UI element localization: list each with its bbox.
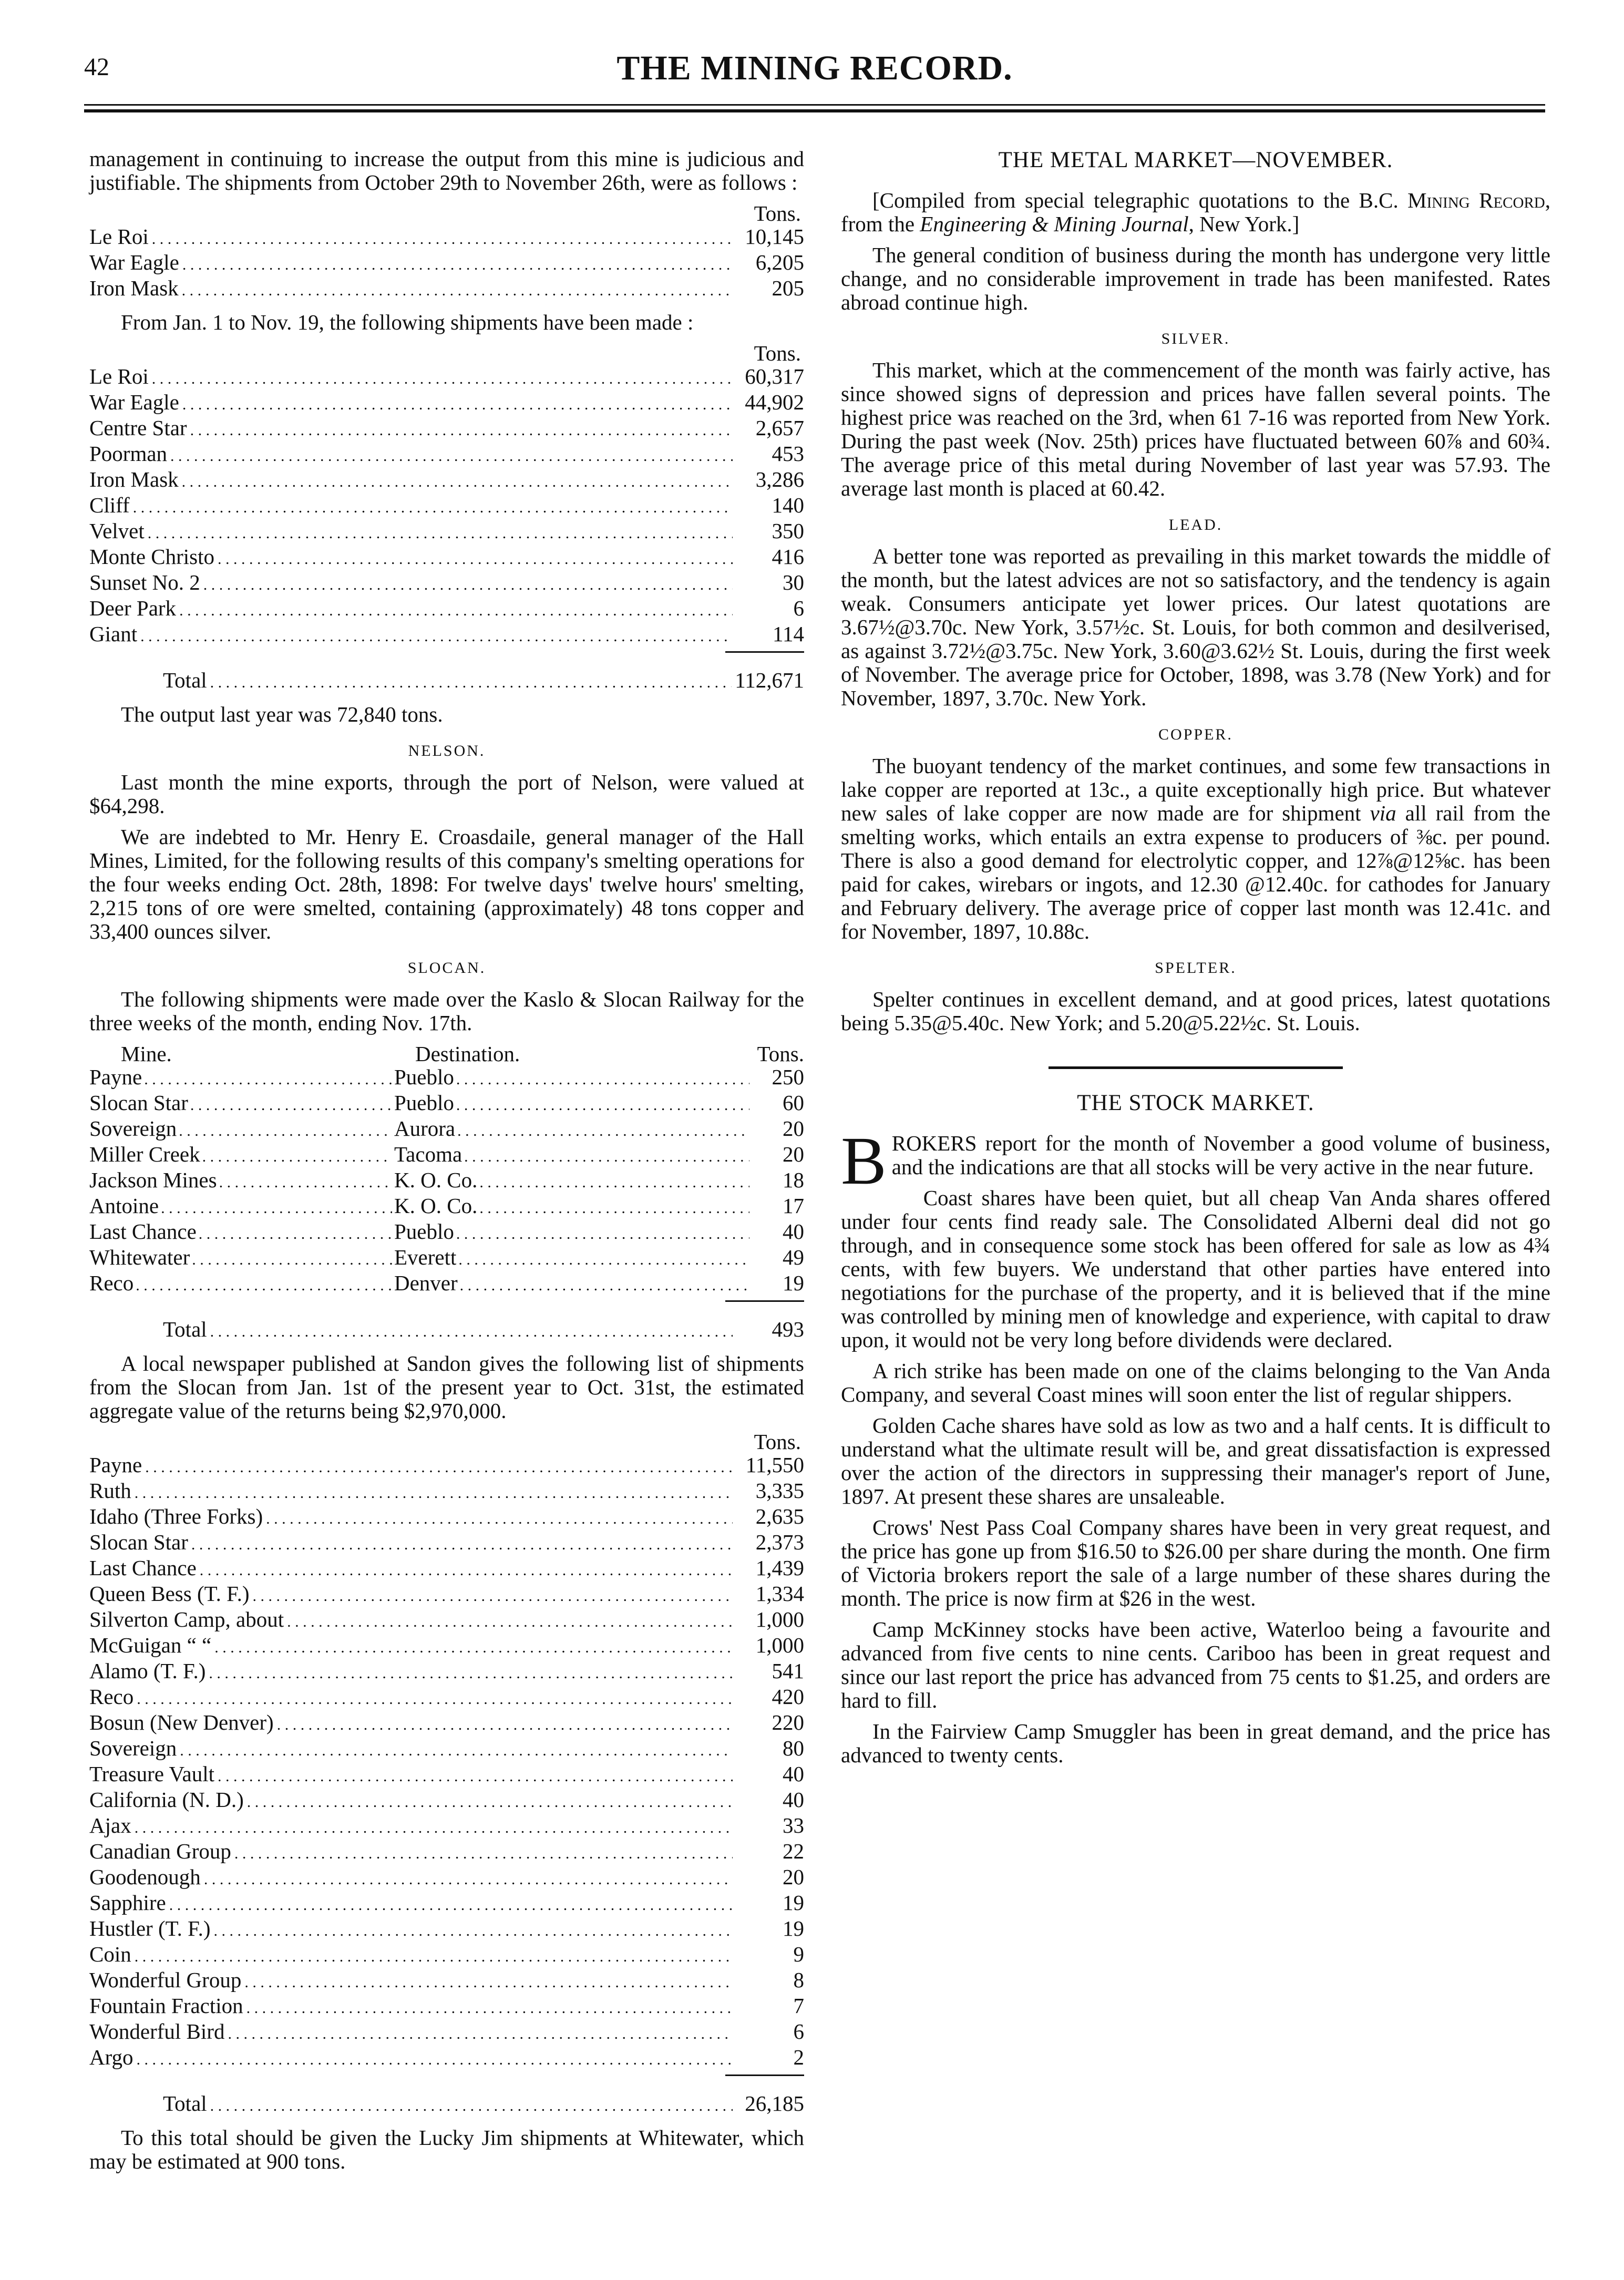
tons-value: 1,000 <box>755 1607 804 1631</box>
mine-name: Ruth <box>89 1478 131 1503</box>
table-row <box>89 1711 804 1737</box>
silver-heading: SILVER. <box>1161 330 1230 347</box>
tons-value: 6,205 <box>755 250 804 274</box>
tons-value: 40 <box>783 1219 804 1244</box>
tons-value: 17 <box>783 1194 804 1218</box>
table-row <box>89 2020 804 2046</box>
table-row <box>89 1968 804 1994</box>
destination: Tacoma <box>394 1143 462 1166</box>
table-row <box>89 1840 804 1865</box>
sandon-total-row <box>89 2092 804 2118</box>
total-label: Total <box>163 2091 207 2115</box>
mine-name: Sovereign <box>89 1117 177 1141</box>
mine-name: Argo <box>89 2045 133 2069</box>
mine-name: Cliff <box>89 493 130 517</box>
copper-heading: COPPER. <box>1158 726 1233 743</box>
mine-name: McGuigan “ “ <box>89 1633 212 1657</box>
stock-paragraph-2: Coast shares have been quiet, but all cheap Van Anda shares offered under four cents find ready sale. The Consolidated Alberni deal did not go through, and in consequence some stock has been offered for sale as low as 4¾ cents, with few buyers. We understand that other parties have entered into negotiations for the purchase of the property, and it is believed that if the mine was controlled by mining men of knowledge and experience, with capital to draw upon, it would not be very long before dividends were declared. <box>841 1186 1550 1352</box>
stock-paragraph-3: A rich strike has been made on one of the claims belonging to the Van Anda Company, and several Coast mines will soon enter the list of regular shippers. <box>841 1359 1550 1406</box>
tons-value: 19 <box>783 1891 804 1915</box>
shipments-oct-nov-table <box>89 202 804 302</box>
tons-value: 20 <box>783 1142 804 1166</box>
tons-value: 350 <box>772 519 804 543</box>
tons-value: 205 <box>772 276 804 300</box>
table-row <box>89 416 804 442</box>
table-row <box>89 1168 804 1194</box>
table-row <box>89 1091 804 1117</box>
page-number: 42 <box>84 53 109 81</box>
unit-header: Tons. <box>754 341 801 365</box>
mine-name: Silverton Camp, about <box>89 1607 284 1631</box>
stock-paragraph-5: Crows' Nest Pass Coal Company shares have been in very great request, and the price has gone up from $16.50 to $26.00 per share during the month. One firm of Victoria brokers report the sale of a large number of these shares during the month. The price is now firm at $26 in the west. <box>841 1515 1550 1610</box>
compiled-note: [Compiled from special telegraphic quotations to the B.C. Mining Record, from the Engineering & Mining Journal, New York.] <box>841 188 1550 236</box>
table-row <box>89 251 804 276</box>
drop-cap: B <box>841 1123 887 1199</box>
destination: Aurora <box>394 1117 456 1141</box>
mine-name: Reco <box>89 1685 134 1709</box>
lead-heading: LEAD. <box>1168 516 1223 533</box>
mine-name: Wonderful Bird <box>89 2019 225 2043</box>
mine-name: Fountain Fraction <box>89 1994 243 2018</box>
silver-paragraph: This market, which at the commencement of the month was fairly active, has since showed signs of depression and prices have fallen several points. The highest price was reached on the 3rd, when 61 7-16 was reported from New York. During the past week (Nov. 25th) prices have fluctuated between 60⅞ and 60¾. The average price of this metal during November of last year was 57.93. The average last month is placed at 60.42. <box>841 358 1550 500</box>
journal-title: THE MINING RECORD. <box>616 49 1013 87</box>
tons-value: 1,000 <box>755 1633 804 1657</box>
table-row <box>89 468 804 494</box>
total-rule <box>725 651 804 653</box>
tons-value: 6 <box>793 596 804 620</box>
slocan-paragraph: The following shipments were made over the Kaslo & Slocan Railway for the three weeks of the month, ending Nov. 17th. <box>89 987 804 1035</box>
table-row <box>89 1117 804 1143</box>
stock-paragraph-7: In the Fairview Camp Smuggler has been in great demand, and the price has advanced to twenty cents. <box>841 1719 1550 1767</box>
mine-name: Reco <box>89 1271 134 1295</box>
total-value: 493 <box>772 1317 804 1341</box>
mine-name: Monte Christo <box>89 545 215 569</box>
tons-value: 3,286 <box>755 467 804 491</box>
total-value: 112,671 <box>735 668 804 692</box>
total-row <box>89 669 804 694</box>
tons-value: 416 <box>772 545 804 569</box>
table-row <box>89 442 804 468</box>
tons-value: 220 <box>772 1710 804 1734</box>
total-label: Total <box>163 668 207 692</box>
tons-value: 250 <box>772 1065 804 1089</box>
table-row <box>89 276 804 302</box>
table-row <box>89 1737 804 1762</box>
mine-name: Iron Mask <box>89 467 179 491</box>
stock-market-title: THE STOCK MARKET. <box>1077 1091 1314 1115</box>
slocan-total-row <box>89 1318 804 1343</box>
unit-header: Tons. <box>754 1430 801 1454</box>
mine-name: Sapphire <box>89 1891 166 1915</box>
tons-value: 2,635 <box>755 1504 804 1528</box>
mine-name: Sunset No. 2 <box>89 570 200 594</box>
spelter-heading: SPELTER. <box>1155 959 1237 977</box>
intro-paragraph: management in continuing to increase the output from this mine is judicious and justifiable. The shipments from October 29th to November 26th, were as follows : <box>89 147 804 194</box>
tons-value: 6 <box>793 2019 804 2043</box>
destination: Pueblo <box>394 1091 454 1115</box>
mine-name: Slocan Star <box>89 1091 188 1115</box>
tons-value: 22 <box>783 1839 804 1863</box>
mine-name: Le Roi <box>89 364 149 388</box>
mine-name: Jackson Mines <box>89 1168 217 1192</box>
tons-value: 60 <box>783 1091 804 1115</box>
destination: Denver <box>394 1271 458 1295</box>
table-row <box>89 1608 804 1634</box>
table-row <box>89 1453 804 1479</box>
stock-paragraph-1: BROKERS report for the month of November a good volume of business, and the indications are that all stocks will be very active in the near future. <box>841 1123 1550 1199</box>
destination: Everett <box>394 1246 457 1269</box>
tons-value: 10,145 <box>745 224 804 249</box>
page-header <box>84 48 1545 96</box>
destination: K. O. Co. <box>394 1194 478 1218</box>
mine-name: Centre Star <box>89 416 187 440</box>
mine-name: War Eagle <box>89 390 179 414</box>
table-row <box>89 494 804 519</box>
tons-value: 453 <box>772 441 804 466</box>
table-row <box>89 1762 804 1788</box>
table-row <box>89 1194 804 1220</box>
lead-paragraph: A better tone was reported as prevailing in this market towards the middle of the month, but the latest advices are not so satisfactory, and the tendency is again weak. Consumers anticipate yet lower prices. Our latest quotations are 3.67½@3.70c. New York, 3.57½c. St. Louis, for both common and desilverised, as against 3.72½@3.75c. New York, 3.60@3.62½ St. Louis, during the first week of November. The average price for October, 1898, was 3.78 (New York) and for November, 1897, 3.70c. New York. <box>841 544 1550 710</box>
table-row <box>89 1505 804 1531</box>
tons-value: 20 <box>783 1865 804 1889</box>
tons-value: 140 <box>772 493 804 517</box>
mine-name: Sovereign <box>89 1736 177 1760</box>
right-column <box>841 147 1550 1774</box>
mine-name: Alamo (T. F.) <box>89 1659 206 1683</box>
mine-name: Coin <box>89 1942 131 1966</box>
destination: Pueblo <box>394 1220 454 1244</box>
tons-value: 541 <box>772 1659 804 1683</box>
table-row <box>89 1659 804 1685</box>
table-row <box>89 1917 804 1943</box>
sandon-table <box>89 1430 804 2118</box>
destination: Pueblo <box>394 1065 454 1089</box>
mine-name: Last Chance <box>89 1220 197 1244</box>
table-row <box>89 1220 804 1246</box>
table-row <box>89 545 804 571</box>
tons-value: 80 <box>783 1736 804 1760</box>
tons-value: 60,317 <box>745 364 804 388</box>
total-label: Total <box>163 1317 207 1341</box>
mine-name: Giant <box>89 622 138 646</box>
mine-name: Canadian Group <box>89 1839 231 1863</box>
stock-paragraph-4: Golden Cache shares have sold as low as two and a half cents. It is difficult to understand what the ultimate result will be, and great dissatisfaction is expressed over the action of the directors in suppressing their manager's report of June, 1897. At present these shares are unsaleable. <box>841 1413 1550 1508</box>
mine-name: Goodenough <box>89 1865 201 1889</box>
table-row <box>89 1479 804 1505</box>
table-row <box>89 622 804 648</box>
table-row <box>89 519 804 545</box>
table-row <box>89 1271 804 1297</box>
mine-name: Deer Park <box>89 596 177 620</box>
table-row <box>89 1065 804 1091</box>
mine-name: California (N. D.) <box>89 1788 244 1812</box>
col-mine: Mine. <box>121 1042 172 1066</box>
slocan-table-header <box>89 1042 804 1065</box>
closing-paragraph: To this total should be given the Lucky Jim shipments at Whitewater, which may be estimated at 900 tons. <box>89 2125 804 2173</box>
sandon-paragraph: A local newspaper published at Sandon gives the following list of shipments from the Slocan from Jan. 1st of the present year to Oct. 31st, the estimated aggregate value of the returns being $2,970,000. <box>89 1351 804 1423</box>
unit-header: Tons. <box>754 201 801 225</box>
tons-value: 30 <box>783 570 804 594</box>
destination: K. O. Co. <box>394 1168 478 1192</box>
jan-intro-paragraph: From Jan. 1 to Nov. 19, the following shipments have been made : <box>121 310 694 334</box>
mine-name: Bosun (New Denver) <box>89 1710 274 1734</box>
stock-paragraph-6: Camp McKinney stocks have been active, Waterloo being a favourite and advanced from five cents to nine cents. Cariboo has been in great request and since our last report the price has advanced from 75 cents to $1.25, and orders are hard to fill. <box>841 1617 1550 1712</box>
mine-name: War Eagle <box>89 250 179 274</box>
tons-value: 19 <box>783 1916 804 1940</box>
tons-value: 2,657 <box>755 416 804 440</box>
mine-name: Ajax <box>89 1813 131 1837</box>
mine-name: Slocan Star <box>89 1530 188 1554</box>
mine-name: Miller Creek <box>89 1143 200 1166</box>
table-row <box>89 597 804 622</box>
mine-name: Iron Mask <box>89 276 179 300</box>
mine-name: Idaho (Three Forks) <box>89 1504 263 1528</box>
tons-value: 420 <box>772 1685 804 1709</box>
total-rule <box>725 1300 804 1302</box>
tons-value: 3,335 <box>755 1478 804 1503</box>
table-row <box>89 1685 804 1711</box>
mine-name: Treasure Vault <box>89 1762 215 1786</box>
tons-value: 20 <box>783 1116 804 1141</box>
table-row <box>89 1788 804 1814</box>
table-row <box>89 1246 804 1271</box>
tons-value: 114 <box>773 622 804 646</box>
tons-value: 40 <box>783 1788 804 1812</box>
table-row <box>89 225 804 251</box>
tons-value: 7 <box>793 1994 804 2018</box>
table-row <box>89 1531 804 1556</box>
mine-name: Queen Bess (T. F.) <box>89 1581 250 1606</box>
tons-value: 33 <box>783 1813 804 1837</box>
copper-paragraph: The buoyant tendency of the market continues, and some few transactions in lake copper are reported at 13c., a quite exceptionally high price. But whatever new sales of lake copper are now made are for shipment via all rail from the smelting works, which entails an extra expense to producers of ⅜c. per pound. There is also a good demand for electrolytic copper, and 12⅞@12⅝c. has been paid for cakes, wirebars or ingots, and 12.30 @12.40c. for cathodes for January and February delivery. The average price of copper last month was 12.41c. and for November, 1897, 10.88c. <box>841 754 1550 943</box>
total-value: 26,185 <box>745 2091 804 2115</box>
spelter-paragraph: Spelter continues in excellent demand, and at good prices, latest quotations being 5.35@5.40c. New York; and 5.20@5.22½c. St. Louis. <box>841 987 1550 1035</box>
table-row <box>89 1865 804 1891</box>
mine-name: Last Chance <box>89 1556 197 1580</box>
general-paragraph: The general condition of business during the month has undergone very little change, and no considerable improvement in trade has been manifested. Rates abroad continue high. <box>841 243 1550 314</box>
section-divider <box>1049 1066 1343 1069</box>
table-row <box>89 365 804 391</box>
tons-value: 44,902 <box>745 390 804 414</box>
table-row <box>89 2046 804 2071</box>
mine-name: Le Roi <box>89 224 149 249</box>
table-row <box>89 1556 804 1582</box>
table-row <box>89 1994 804 2020</box>
tons-value: 49 <box>783 1245 804 1269</box>
left-column <box>89 147 804 2181</box>
tons-value: 19 <box>783 1271 804 1295</box>
col-destination: Destination. <box>415 1042 520 1066</box>
table-row <box>89 1582 804 1608</box>
mine-name: Velvet <box>89 519 145 543</box>
tons-value: 11,550 <box>745 1453 804 1477</box>
tons-value: 2,373 <box>755 1530 804 1554</box>
nelson-heading: NELSON. <box>408 742 486 759</box>
tons-value: 18 <box>783 1168 804 1192</box>
shipments-jan-nov-table <box>89 342 804 694</box>
col-tons: Tons. <box>757 1042 804 1066</box>
table-row <box>89 1891 804 1917</box>
nelson-paragraph-1: Last month the mine exports, through the port of Nelson, were valued at $64,298. <box>89 770 804 818</box>
table-row <box>89 1634 804 1659</box>
mine-name: Poorman <box>89 441 168 466</box>
nelson-paragraph-2: We are indebted to Mr. Henry E. Croasdaile, general manager of the Hall Mines, Limited, for the following results of this company's smelting operations for the four weeks ending Oct. 28th, 1898: For twelve days' twelve hours' smelting, 2,215 tons of ore were smelted, containing (approximately) 48 tons copper and 33,400 ounces silver. <box>89 825 804 943</box>
mine-name: Payne <box>89 1453 142 1477</box>
tons-value: 2 <box>793 2045 804 2069</box>
mine-name: Hustler (T. F.) <box>89 1916 211 1940</box>
mine-name: Payne <box>89 1065 142 1089</box>
table-row <box>89 1814 804 1840</box>
slocan-heading: SLOCAN. <box>407 959 486 977</box>
tons-value: 9 <box>793 1942 804 1966</box>
tons-value: 1,439 <box>755 1556 804 1580</box>
header-rule-thin <box>84 104 1545 106</box>
tons-value: 40 <box>783 1762 804 1786</box>
table-row <box>89 391 804 416</box>
tons-value: 8 <box>793 1968 804 1992</box>
slocan-table <box>89 1042 804 1343</box>
total-rule <box>725 2074 804 2076</box>
mine-name: Whitewater <box>89 1246 190 1269</box>
tons-value: 1,334 <box>755 1581 804 1606</box>
mine-name: Wonderful Group <box>89 1968 242 1992</box>
output-last-year: The output last year was 72,840 tons. <box>121 702 443 726</box>
mine-name: Antoine <box>89 1194 159 1218</box>
table-row <box>89 1143 804 1168</box>
header-rule-thick <box>84 109 1545 112</box>
table-row <box>89 1943 804 1968</box>
metal-market-title: THE METAL MARKET—NOVEMBER. <box>998 148 1393 172</box>
table-row <box>89 571 804 597</box>
